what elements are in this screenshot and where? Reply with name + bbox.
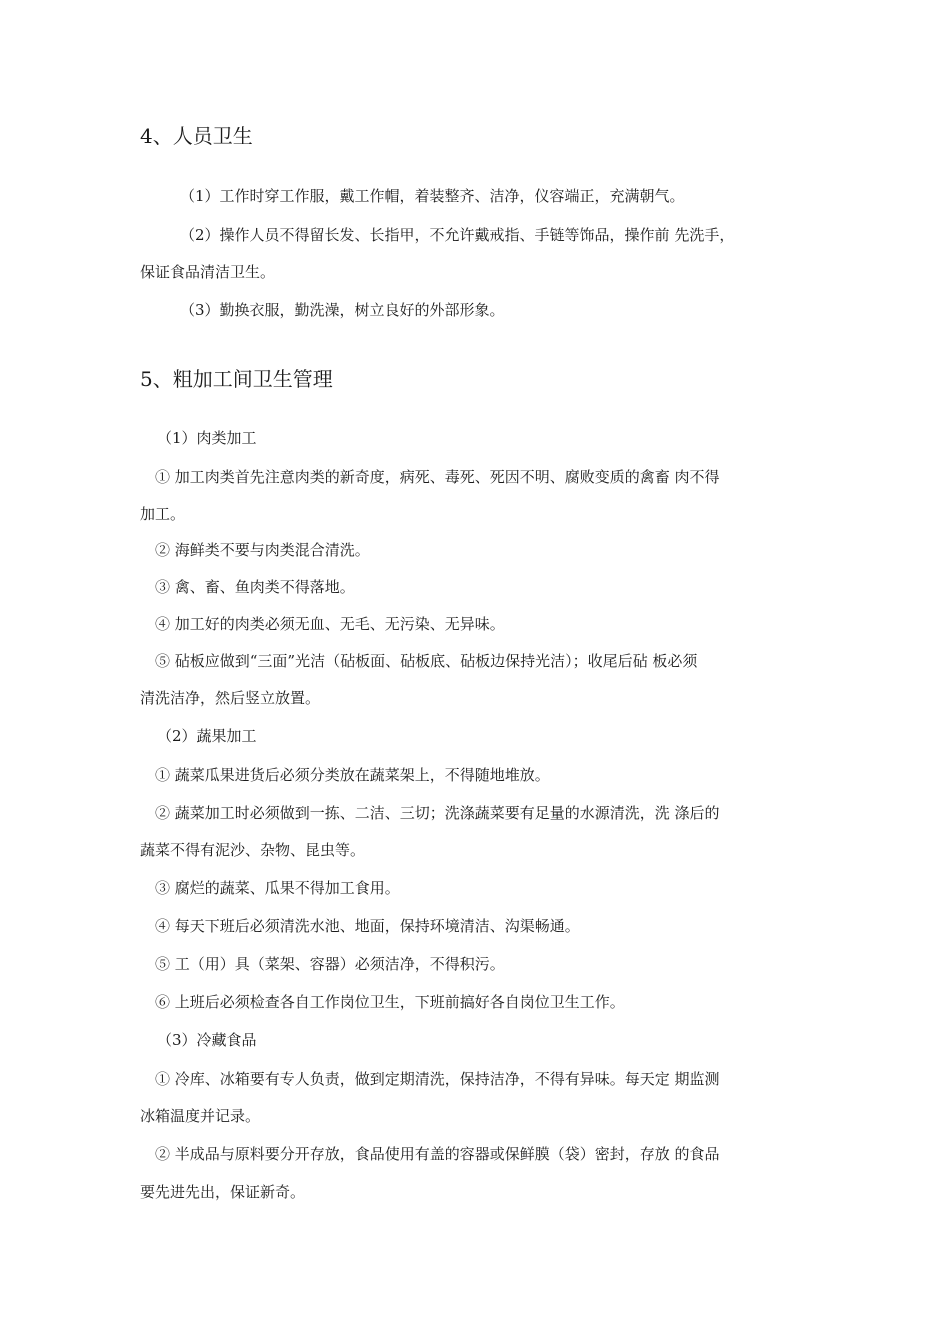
list-item: ① 加工肉类首先注意肉类的新奇度，病死、毒死、死因不明、腐败变质的禽畜 肉不得 [155, 468, 720, 486]
list-item: ① 冷库、冰箱要有专人负责，做到定期清洗，保持洁净，不得有异味。每天定 期监测 [155, 1070, 720, 1088]
paragraph-line: （3）勤换衣服，勤洗澡，树立良好的外部形象。 [180, 301, 505, 319]
list-item: ④ 每天下班后必须清洗水池、地面，保持环境清洁、沟渠畅通。 [155, 917, 580, 935]
list-item: ⑤ 砧板应做到“三面”光洁（砧板面、砧板底、砧板边保持光洁）；收尾后砧 板必须 [155, 652, 698, 670]
paragraph-line: （1）工作时穿工作服，戴工作帽，着装整齐、洁净，仪容端正，充满朝气。 [180, 187, 685, 205]
list-item: ③ 禽、畜、鱼肉类不得落地。 [155, 578, 355, 596]
list-item: ② 蔬菜加工时必须做到一拣、二洁、三切；洗涤蔬菜要有足量的水源清洗，洗 涤后的 [155, 804, 720, 822]
subsection-title: （3）冷藏食品 [157, 1031, 257, 1049]
list-item-continuation: 要先进先出，保证新奇。 [140, 1183, 306, 1201]
section-4-heading: 4、人员卫生 [140, 124, 253, 148]
paragraph-line: 保证食品清洁卫生。 [140, 263, 276, 281]
list-item: ② 半成品与原料要分开存放，食品使用有盖的容器或保鲜膜（袋）密封，存放 的食品 [155, 1145, 720, 1163]
subsection-title: （1）肉类加工 [157, 429, 257, 447]
list-item-continuation: 加工。 [140, 505, 186, 523]
list-item-continuation: 蔬菜不得有泥沙、杂物、昆虫等。 [140, 841, 366, 859]
list-item: ③ 腐烂的蔬菜、瓜果不得加工食用。 [155, 879, 400, 897]
list-item: ① 蔬菜瓜果进货后必须分类放在蔬菜架上，不得随地堆放。 [155, 766, 550, 784]
paragraph-line: （2）操作人员不得留长发、长指甲，不允许戴戒指、手链等饰品，操作前 先洗手， [180, 226, 735, 244]
list-item-continuation: 清洗洁净，然后竖立放置。 [140, 689, 321, 707]
list-item: ⑤ 工（用）具（菜架、容器）必须洁净，不得积污。 [155, 955, 505, 973]
subsection-title: （2）蔬果加工 [157, 727, 257, 745]
list-item-continuation: 冰箱温度并记录。 [140, 1107, 261, 1125]
list-item: ④ 加工好的肉类必须无血、无毛、无污染、无异味。 [155, 615, 505, 633]
list-item: ② 海鲜类不要与肉类混合清洗。 [155, 541, 370, 559]
list-item: ⑥ 上班后必须检查各自工作岗位卫生，下班前搞好各自岗位卫生工作。 [155, 993, 625, 1011]
section-5-heading: 5、粗加工间卫生管理 [140, 367, 333, 391]
